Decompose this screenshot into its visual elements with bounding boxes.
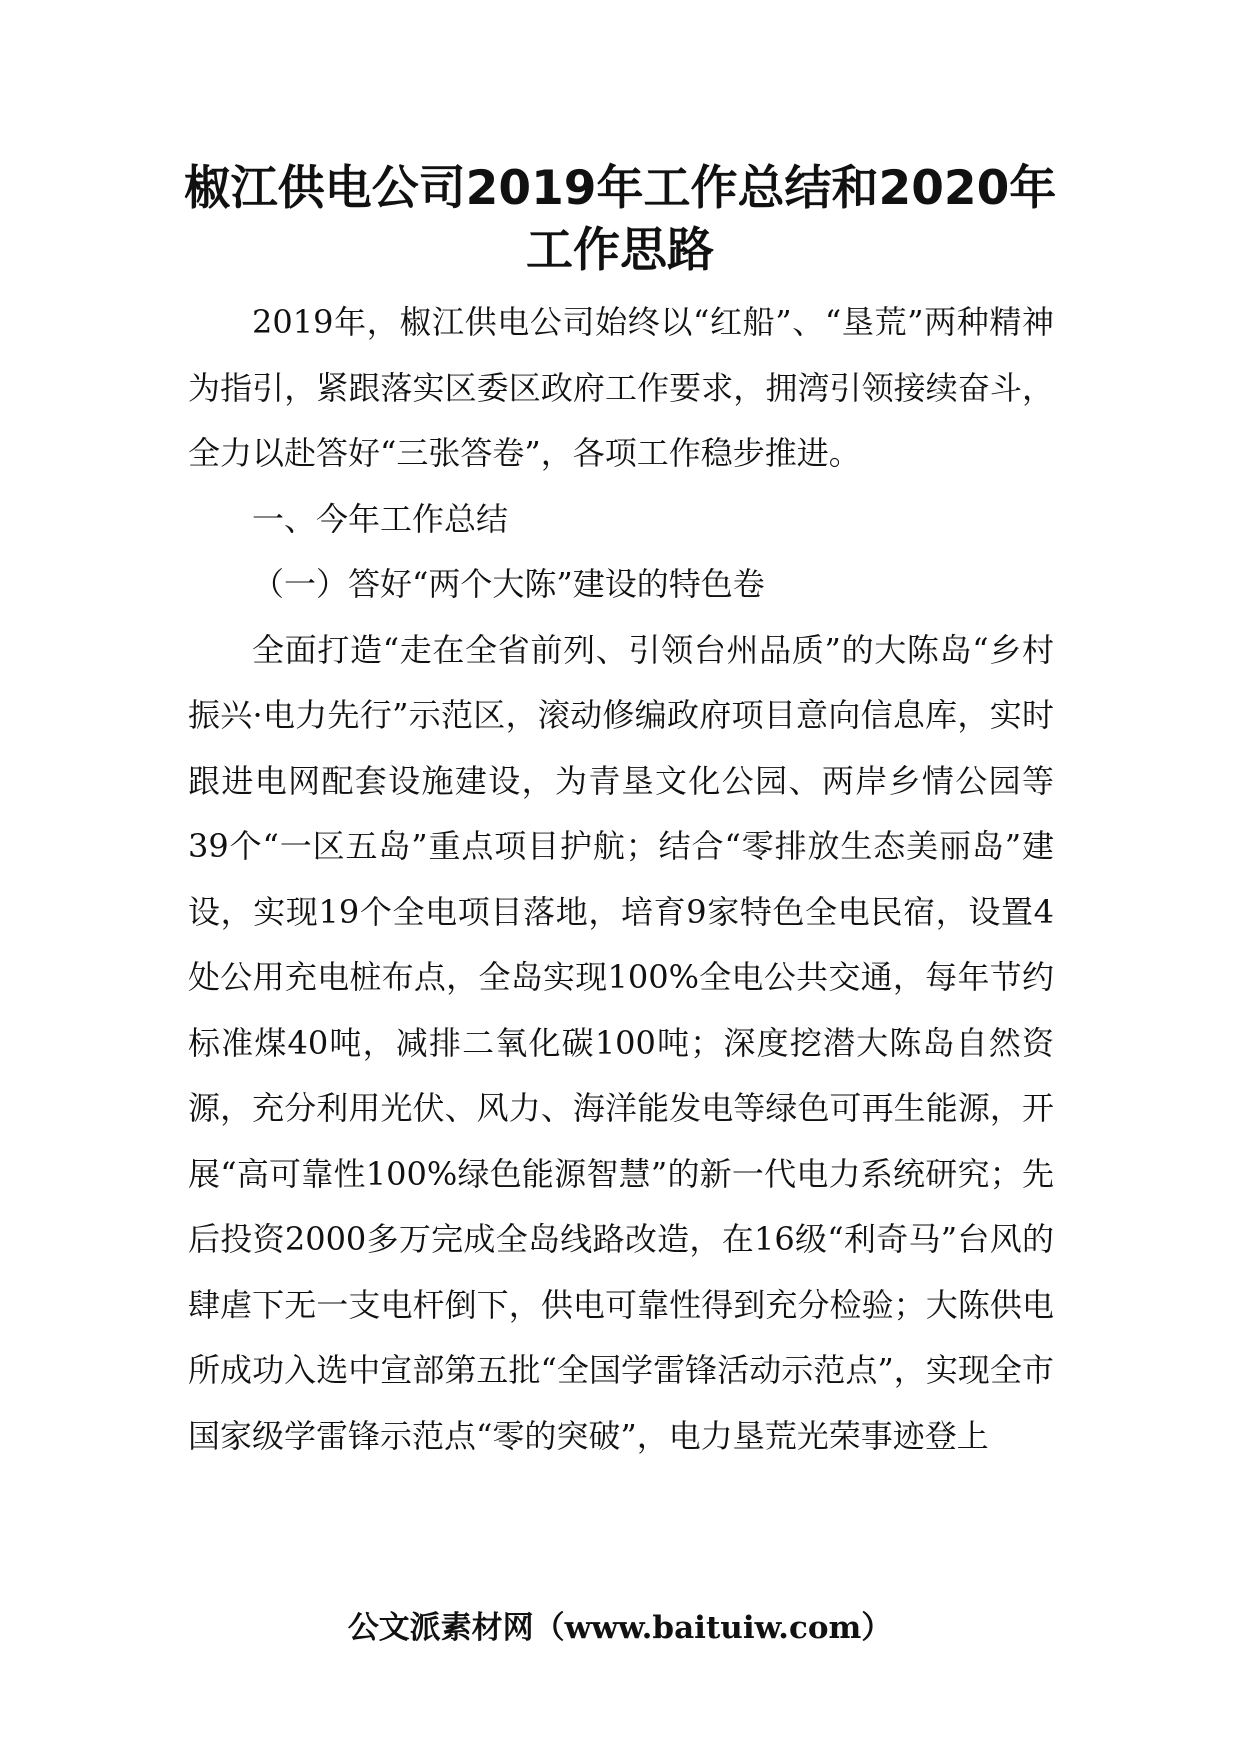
paragraph-intro: 2019年，椒江供电公司始终以“红船”、“垦荒”两种精神为指引，紧跟落实区委区政府工作要求，拥湾引领接续奋斗，全力以赴答好“三张答卷”，各项工作稳步推进。 — [188, 303, 1054, 472]
paragraph-body: 全面打造“走在全省前列、引领台州品质”的大陈岛“乡村振兴·电力先行”示范区，滚动修编政府项目意向信息库，实时跟进电网配套设施建设，为青垦文化公园、两岸乡情公园等39个“一区五岛”重点项目护航；结合“零排放生态美丽岛”建设，实现19个全电项目落地，培育9家特色全电民宿，设置4处公用充电桩布点，全岛实现100%全电公共交通，每年节约标准煤40吨，减排二氧化碳100吨；深度挖潜大陈岛自然资源，充分利用光伏、风力、海洋能发电等绿色可再生能源，开展“高可靠性100%绿色能源智慧”的新一代电力系统研究；先后投资2000多万完成全岛线路改造，在16级“利奇马”台风的肆虐下无一支电杆倒下，供电可靠性得到充分检验；大陈供电所成功入选中宣部第五批“全国学雷锋活动示范点”，实现全市国家级学雷锋示范点“零的突破”，电力垦荒光荣事迹登上 — [188, 630, 1054, 1455]
document-body — [188, 290, 1054, 1469]
document-title: 椒江供电公司2019年工作总结和2020年工作思路 — [183, 161, 1057, 278]
subsection-heading: （一）答好“两个大陈”建设的特色卷 — [252, 565, 765, 603]
footer-watermark: 公文派素材网（www.baituiw.com） — [347, 1610, 893, 1646]
section-heading: 一、今年工作总结 — [252, 499, 509, 538]
